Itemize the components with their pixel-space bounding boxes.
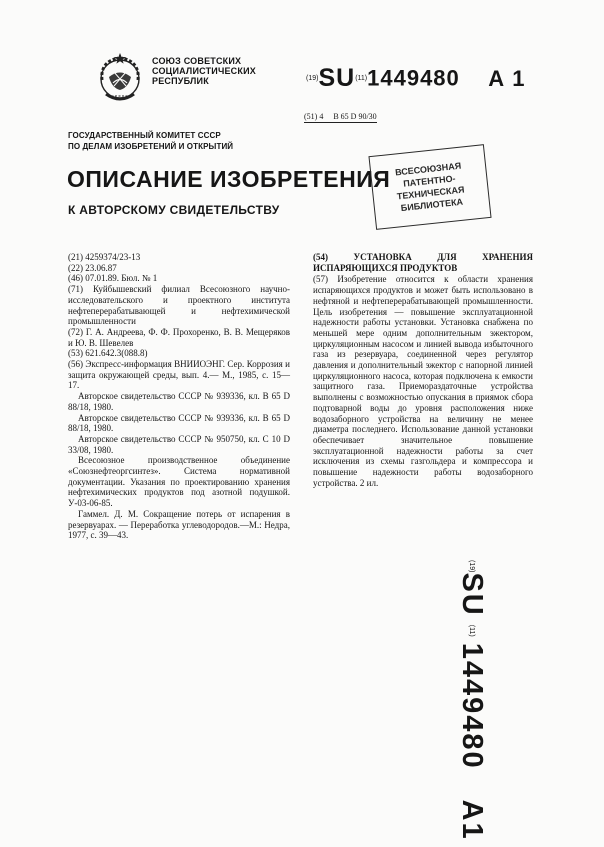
invention-title: (54) УСТАНОВКА ДЛЯ ХРАНЕНИЯ ИСПАРЯЮЩИХСЯ ПРОДУКТОВ xyxy=(313,252,533,273)
side-doc-code-tag: (19) xyxy=(468,560,475,573)
document-title: ОПИСАНИЕ ИЗОБРЕТЕНИЯ xyxy=(67,166,391,192)
committee-line: ПО ДЕЛАМ ИЗОБРЕТЕНИЙ И ОТКРЫТИЙ xyxy=(68,142,234,151)
side-number-tag: (11) xyxy=(468,624,475,637)
kind-code: А 1 xyxy=(488,65,526,91)
country-line: РЕСПУБЛИК xyxy=(152,76,209,86)
abstract-text: (57) Изобретение относится к области хранения испаряющихся продуктов и может быть использовано в нефтяной и нефтеперерабатывающей промышленности. Цель изобретения — повышение эксплуатационной надежности работы установки. Установка снабжена по меньшей мере одним дополнительным эжектором, циркуляционным насосом и линией вывода избыточного газа из резервуара, соединенной через регулятор давления и дополнительный эжектор с напорной линией циркуляционного насоса, которая подключена к емкости защитного газа. Приемораздаточные устройства выполнены с возможностью опускания в приямок сбора подтоварной воды до уровня расположения ниже водозаборного устройства на величину не менее диаметра последнего. Использование данной установки обеспечивает значительное повышение эксплуатационной надежности работы за счет исключения из схемы газгольдера и компрессора и повышение надежности работы водозаборного устройства. 2 ил. xyxy=(313,274,533,488)
patent-number: 1449480 xyxy=(367,65,460,91)
ipc-classification xyxy=(304,112,377,123)
number-tag: (11) xyxy=(355,75,368,82)
bib-field: (56) Экспресс-информация ВНИИОЭНГ. Сер. Коррозия и защита окружающей среды, вып. 4.— М., 1985, с. 15—17. xyxy=(68,359,290,391)
committee-name xyxy=(68,130,233,152)
bib-field: (71) Куйбышевский филиал Всесоюзного научно-исследовательского и проектного института нефтеперерабатывающей и нефтехимической промышленности xyxy=(68,284,290,327)
side-patent-number: 1449480 xyxy=(456,642,488,770)
bib-field: (21) 4259374/23-13 xyxy=(68,252,141,262)
bib-field: (53) 621.642.3(088.8) xyxy=(68,348,148,359)
patent-number-header xyxy=(306,64,525,93)
stamp-line: ВСЕСОЮЗНАЯ xyxy=(394,160,462,178)
document-subtitle: К АВТОРСКОМУ СВИДЕТЕЛЬСТВУ xyxy=(68,203,280,217)
committee-line: ГОСУДАРСТВЕННЫЙ КОМИТЕТ СССР xyxy=(68,131,221,140)
bib-field: (72) Г. А. Андреева, Ф. Ф. Прохоренко, В. В. Мещеряков и Ю. В. Шевелев xyxy=(68,326,290,348)
country-line: СОЦИАЛИСТИЧЕСКИХ xyxy=(152,66,256,76)
bib-field: (22) 23.06.87 xyxy=(68,262,117,273)
issuing-country-name xyxy=(152,56,256,86)
reference-item: Всесоюзное производственное объединение «Союзнефтеоргсинтез». Система нормативной документации. Указания по проектированию хранения нефтехимических продуктов под азотной подушкой. У-03-06-85. xyxy=(68,455,290,509)
library-stamp xyxy=(368,144,491,230)
country-line: СОЮЗ СОВЕТСКИХ xyxy=(152,56,242,66)
abstract-column xyxy=(313,252,533,488)
reference-item: Авторское свидетельство СССР № 950750, кл. С 10 D 33/08, 1980. xyxy=(68,433,290,455)
ipc-tag: (51) 4 xyxy=(304,112,324,121)
reference-item: Авторское свидетельство СССР № 939336, кл. В 65 D 88/18, 1980. xyxy=(68,391,290,412)
stamp-line: БИБЛИОТЕКА xyxy=(400,196,464,214)
bib-field: (46) 07.01.89. Бюл. № 1 xyxy=(68,273,158,284)
reference-item: Гаммел. Д. М. Сокращение потерь от испарения в резервуарах. — Переработка углеводородов.—М.: Недра, 1977, с. 39—43. xyxy=(68,508,290,541)
doc-code-tag: (19) xyxy=(306,75,319,82)
vertical-patent-number xyxy=(455,560,488,841)
stamp-line: ПАТЕНТНО-ТЕХНИЧЕСКАЯ xyxy=(396,173,465,202)
reference-item: Авторское свидетельство СССР № 939336, кл. В 65 D 88/18, 1980. xyxy=(68,412,290,434)
side-country-code: SU xyxy=(456,572,488,617)
side-kind-code: А1 xyxy=(456,799,488,841)
country-code: SU xyxy=(318,64,356,92)
ipc-class: В 65 D 90/30 xyxy=(333,112,377,121)
bibliographic-column xyxy=(68,252,290,541)
ussr-emblem-icon xyxy=(92,50,148,106)
